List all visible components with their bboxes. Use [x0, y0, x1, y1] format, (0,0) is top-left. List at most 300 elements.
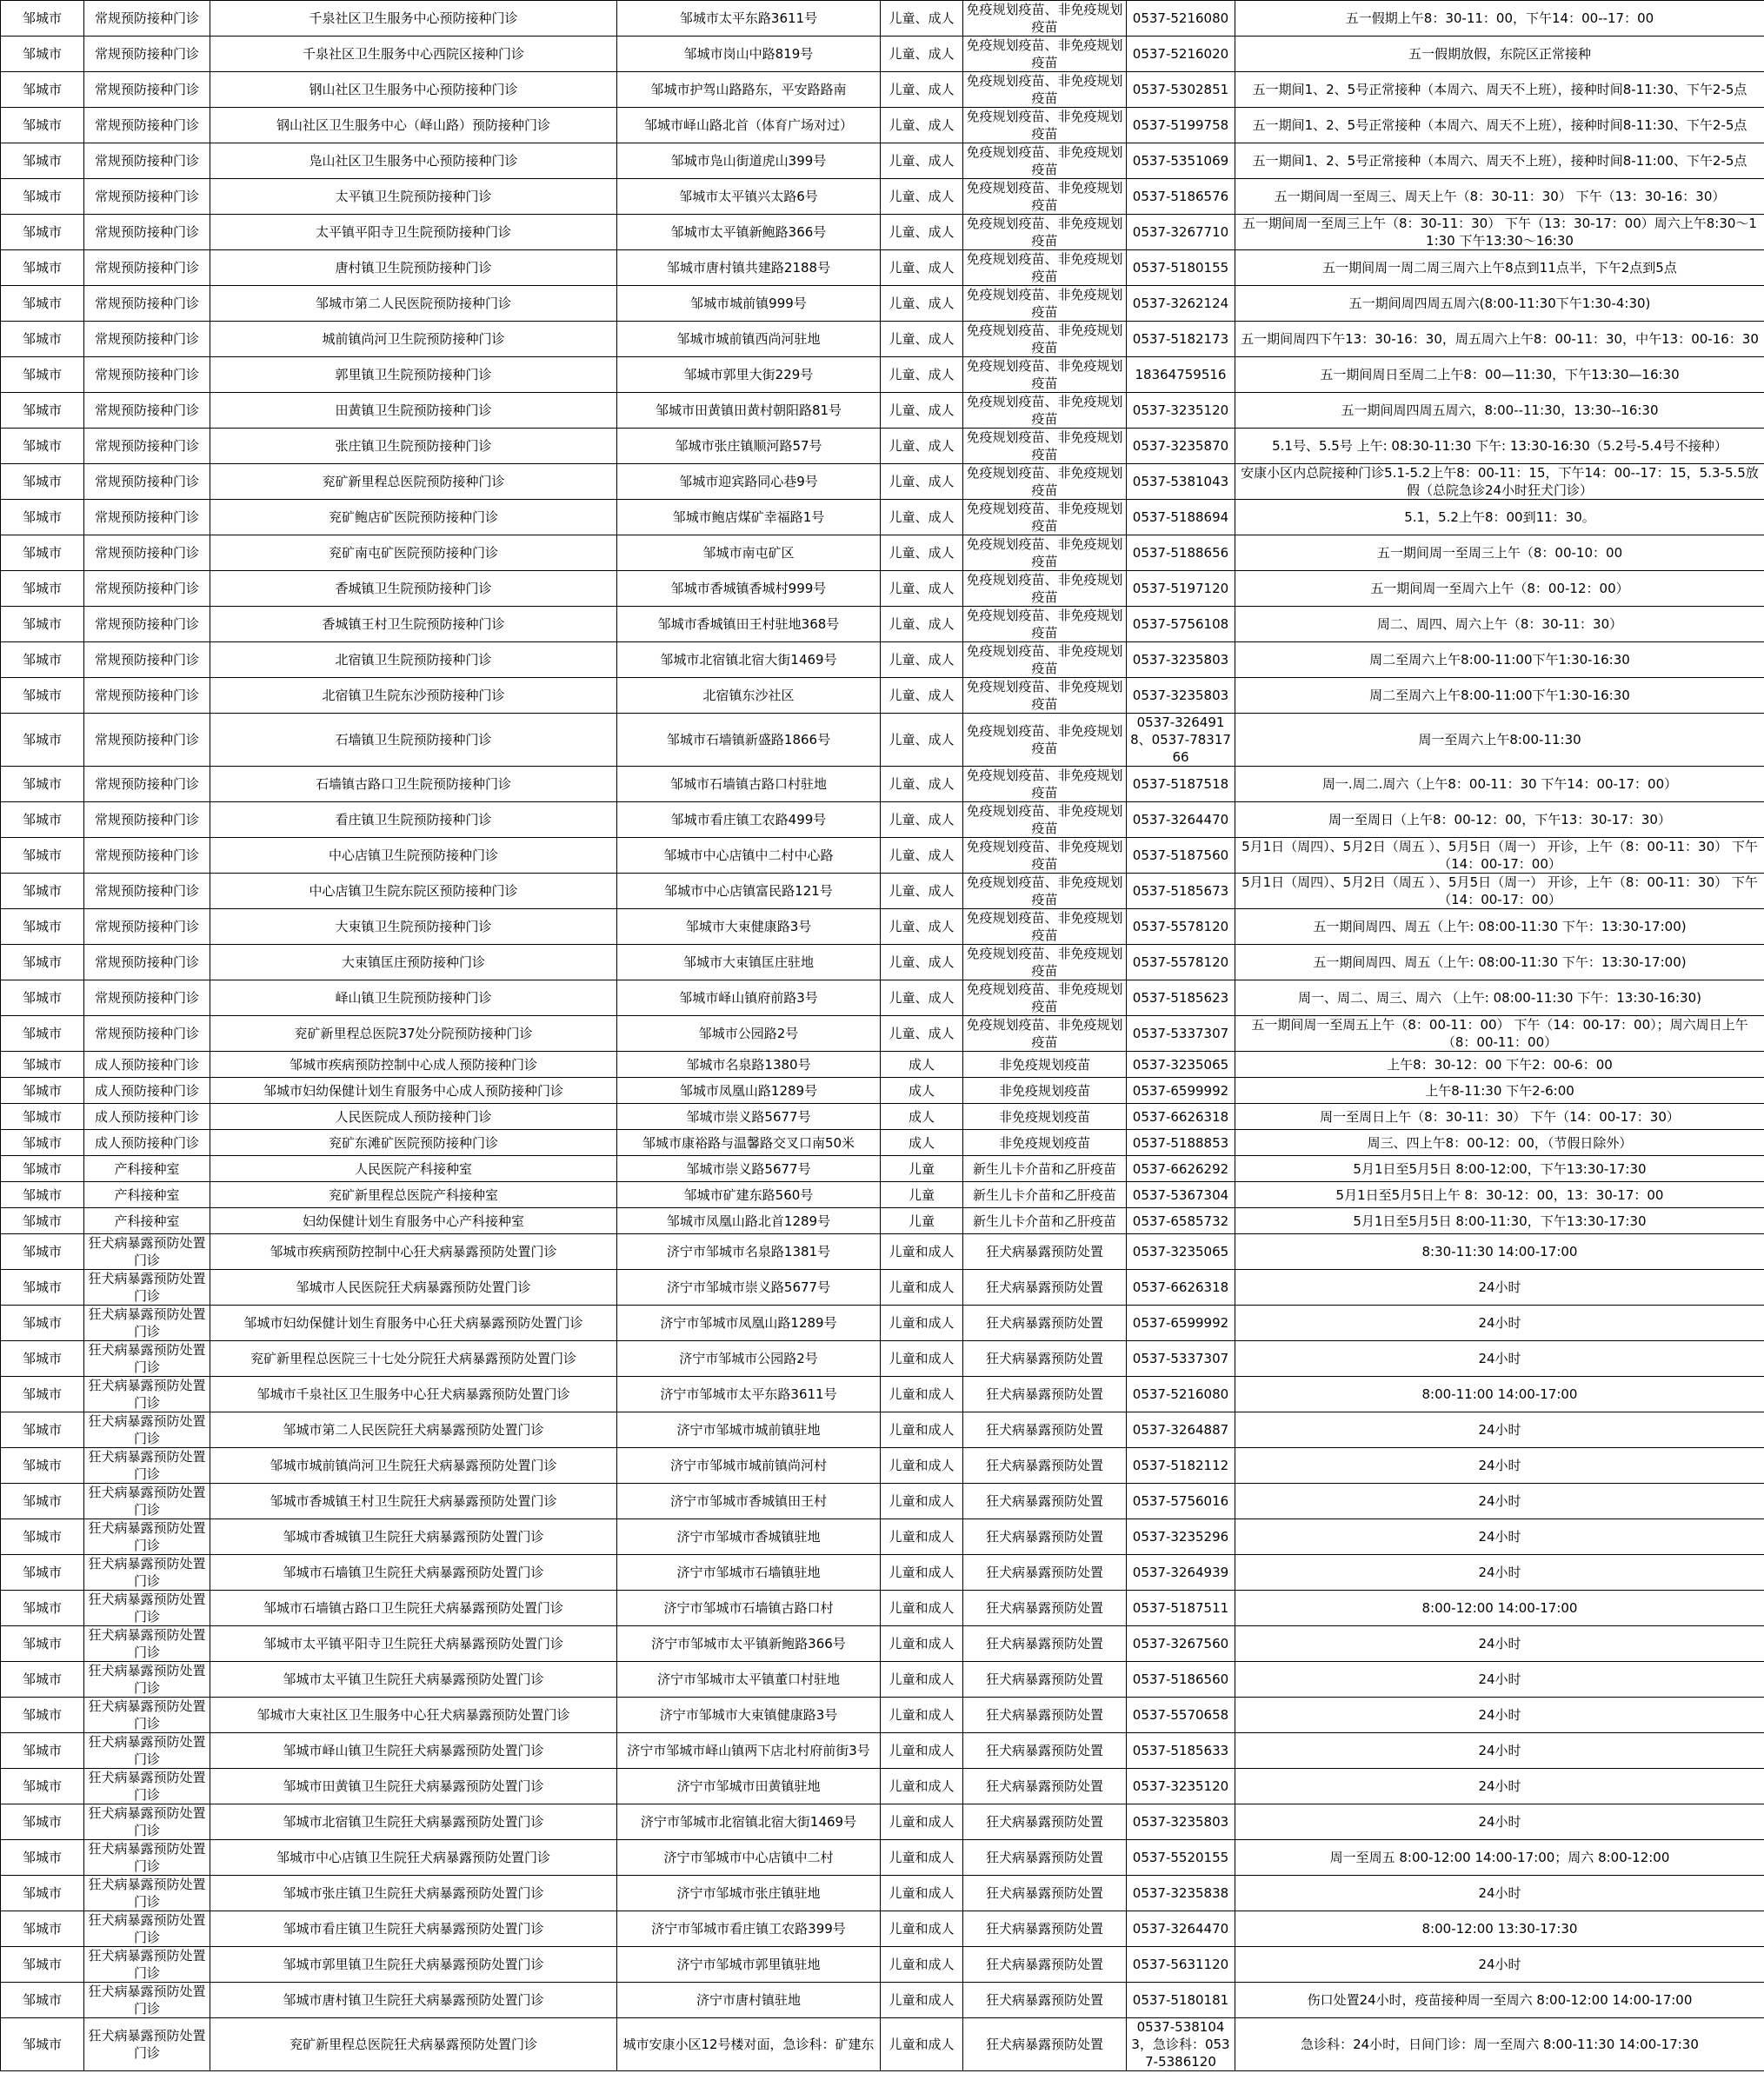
- clinic-type-cell: 成人预防接种门诊: [84, 1104, 210, 1130]
- hours-cell: 五一期间周四周五周六，8:00--11:30，13:30--16:30: [1235, 393, 1764, 429]
- city-cell: 邹城市: [1, 1234, 84, 1270]
- table-row: [1, 714, 1764, 767]
- phone-cell: 0537-3235803: [1127, 1804, 1235, 1840]
- city-cell: 邹城市: [1, 1341, 84, 1377]
- clinic-type-cell: 成人预防接种门诊: [84, 1130, 210, 1156]
- table-row: [1, 500, 1764, 535]
- table-row: [1, 767, 1764, 802]
- clinic-name-cell: 邹城市千泉社区卫生服务中心狂犬病暴露预防处置门诊: [210, 1377, 617, 1412]
- phone-cell: 0537-5199758: [1127, 108, 1235, 143]
- vaccine-type-cell: 免疫规划疫苗、非免疫规划疫苗: [963, 714, 1127, 767]
- target-group-cell: 儿童和成人: [881, 1698, 963, 1733]
- vaccine-type-cell: 免疫规划疫苗、非免疫规划疫苗: [963, 179, 1127, 215]
- table-row: [1, 802, 1764, 838]
- address-cell: 邹城市迎宾路同心巷9号: [617, 464, 881, 500]
- address-cell: 邹城市公园路2号: [617, 1016, 881, 1052]
- table-row: [1, 1448, 1764, 1484]
- target-group-cell: 儿童和成人: [881, 1947, 963, 1983]
- clinic-name-cell: 北宿镇卫生院预防接种门诊: [210, 642, 617, 678]
- vaccine-type-cell: 狂犬病暴露预防处置: [963, 1698, 1127, 1733]
- clinic-name-cell: 邹城市郭里镇卫生院狂犬病暴露预防处置门诊: [210, 1947, 617, 1983]
- clinic-name-cell: 兖矿南屯矿医院预防接种门诊: [210, 535, 617, 571]
- phone-cell: 0537-3264918、0537-7831766: [1127, 714, 1235, 767]
- table-row: [1, 678, 1764, 714]
- vaccine-type-cell: 免疫规划疫苗、非免疫规划疫苗: [963, 1016, 1127, 1052]
- phone-cell: 0537-5197120: [1127, 571, 1235, 607]
- vaccine-type-cell: 免疫规划疫苗、非免疫规划疫苗: [963, 1, 1127, 37]
- vaccine-type-cell: 非免疫规划疫苗: [963, 1104, 1127, 1130]
- city-cell: 邹城市: [1, 250, 84, 286]
- hours-cell: 24小时: [1235, 1804, 1764, 1840]
- clinic-name-cell: 太平镇平阳寺卫生院预防接种门诊: [210, 215, 617, 250]
- table-row: [1, 108, 1764, 143]
- phone-cell: 0537-5185673: [1127, 874, 1235, 909]
- address-cell: 济宁市邹城市石墙镇驻地: [617, 1555, 881, 1591]
- table-row: [1, 1412, 1764, 1448]
- vaccine-type-cell: 免疫规划疫苗、非免疫规划疫苗: [963, 215, 1127, 250]
- address-cell: 济宁市邹城市大束镇健康路3号: [617, 1698, 881, 1733]
- table-row: [1, 1270, 1764, 1306]
- address-cell: 邹城市南屯矿区: [617, 535, 881, 571]
- clinic-type-cell: 狂犬病暴露预防处置门诊: [84, 1876, 210, 1911]
- clinic-type-cell: 狂犬病暴露预防处置门诊: [84, 1341, 210, 1377]
- vaccine-type-cell: 狂犬病暴露预防处置: [963, 1377, 1127, 1412]
- clinic-name-cell: 邹城市看庄镇卫生院狂犬病暴露预防处置门诊: [210, 1911, 617, 1947]
- clinic-type-cell: 狂犬病暴露预防处置门诊: [84, 1698, 210, 1733]
- hours-cell: 五一期间1、2、5号正常接种（本周六、周天不上班），接种时间8-11:30、下午2-5点: [1235, 72, 1764, 108]
- vaccine-type-cell: 新生儿卡介苗和乙肝疫苗: [963, 1182, 1127, 1208]
- table-row: [1, 1591, 1764, 1626]
- hours-cell: 周一至周五 8:00-12:00 14:00-17:00；周六 8:00-12:00: [1235, 1840, 1764, 1876]
- table-row: [1, 1662, 1764, 1698]
- clinic-name-cell: 兖矿东滩矿医院预防接种门诊: [210, 1130, 617, 1156]
- clinic-type-cell: 常规预防接种门诊: [84, 909, 210, 945]
- city-cell: 邹城市: [1, 322, 84, 357]
- target-group-cell: 儿童和成人: [881, 1341, 963, 1377]
- hours-cell: 五一期间周一至周六上午（8：00-12：00）: [1235, 571, 1764, 607]
- table-row: [1, 1911, 1764, 1947]
- address-cell: 邹城市大束健康路3号: [617, 909, 881, 945]
- vaccine-type-cell: 免疫规划疫苗、非免疫规划疫苗: [963, 767, 1127, 802]
- clinic-name-cell: 妇幼保健计划生育服务中心产科接种室: [210, 1208, 617, 1234]
- clinic-name-cell: 邹城市香城镇卫生院狂犬病暴露预防处置门诊: [210, 1519, 617, 1555]
- phone-cell: 0537-5631120: [1127, 1947, 1235, 1983]
- phone-cell: 0537-3264939: [1127, 1555, 1235, 1591]
- hours-cell: 急诊科：24小时，日间门诊：周一至周六 8:00-11:30 14:00-17:30: [1235, 2018, 1764, 2071]
- phone-cell: 0537-5185623: [1127, 980, 1235, 1016]
- phone-cell: 0537-5756016: [1127, 1484, 1235, 1519]
- clinic-type-cell: 狂犬病暴露预防处置门诊: [84, 1412, 210, 1448]
- table-row: [1, 1377, 1764, 1412]
- city-cell: 邹城市: [1, 1555, 84, 1591]
- hours-cell: 周一、周二、周三、周六 （上午: 08:00-11:30 下午：13:30-16:30): [1235, 980, 1764, 1016]
- target-group-cell: 儿童、成人: [881, 322, 963, 357]
- city-cell: 邹城市: [1, 1626, 84, 1662]
- city-cell: 邹城市: [1, 1182, 84, 1208]
- target-group-cell: 儿童和成人: [881, 1840, 963, 1876]
- clinic-name-cell: 城前镇尚河卫生院预防接种门诊: [210, 322, 617, 357]
- city-cell: 邹城市: [1, 767, 84, 802]
- hours-cell: 五一期间周一至周三上午（8：00-10：00: [1235, 535, 1764, 571]
- clinic-name-cell: 中心店镇卫生院预防接种门诊: [210, 838, 617, 874]
- hours-cell: 五一期间1、2、5号正常接种（本周六、周天不上班），接种时间8-11:00、下午2-5点: [1235, 143, 1764, 179]
- address-cell: 济宁市唐村镇驻地: [617, 1983, 881, 2018]
- address-cell: 济宁市邹城市北宿镇北宿大街1469号: [617, 1804, 881, 1840]
- table-row: [1, 1, 1764, 37]
- target-group-cell: 成人: [881, 1052, 963, 1078]
- clinic-name-cell: 石墙镇古路口卫生院预防接种门诊: [210, 767, 617, 802]
- hours-cell: 24小时: [1235, 1733, 1764, 1769]
- clinic-type-cell: 狂犬病暴露预防处置门诊: [84, 2018, 210, 2071]
- table-row: [1, 607, 1764, 642]
- hours-cell: 24小时: [1235, 1412, 1764, 1448]
- city-cell: 邹城市: [1, 1, 84, 37]
- clinic-type-cell: 产科接种室: [84, 1208, 210, 1234]
- hours-cell: 周一至周六上午8:00-11:30: [1235, 714, 1764, 767]
- clinic-name-cell: 邹城市香城镇王村卫生院狂犬病暴露预防处置门诊: [210, 1484, 617, 1519]
- clinic-type-cell: 狂犬病暴露预防处置门诊: [84, 1769, 210, 1804]
- clinic-type-cell: 产科接种室: [84, 1156, 210, 1182]
- city-cell: 邹城市: [1, 215, 84, 250]
- vaccine-type-cell: 狂犬病暴露预防处置: [963, 1555, 1127, 1591]
- phone-cell: 0537-5188656: [1127, 535, 1235, 571]
- city-cell: 邹城市: [1, 1104, 84, 1130]
- table-row: [1, 1804, 1764, 1840]
- table-row: [1, 1234, 1764, 1270]
- address-cell: 济宁市邹城市看庄镇工农路399号: [617, 1911, 881, 1947]
- table-row: [1, 1484, 1764, 1519]
- hours-cell: 24小时: [1235, 1698, 1764, 1733]
- target-group-cell: 儿童、成人: [881, 1016, 963, 1052]
- phone-cell: 18364759516: [1127, 357, 1235, 393]
- city-cell: 邹城市: [1, 678, 84, 714]
- clinic-name-cell: 钢山社区卫生服务中心（峄山路）预防接种门诊: [210, 108, 617, 143]
- target-group-cell: 儿童、成人: [881, 909, 963, 945]
- city-cell: 邹城市: [1, 108, 84, 143]
- table-row: [1, 72, 1764, 108]
- target-group-cell: 儿童和成人: [881, 1804, 963, 1840]
- table-row: [1, 429, 1764, 464]
- hours-cell: 24小时: [1235, 1448, 1764, 1484]
- clinic-name-cell: 邹城市疾病预防控制中心狂犬病暴露预防处置门诊: [210, 1234, 617, 1270]
- clinic-name-cell: 邹城市张庄镇卫生院狂犬病暴露预防处置门诊: [210, 1876, 617, 1911]
- clinic-name-cell: 邹城市石墙镇古路口卫生院狂犬病暴露预防处置门诊: [210, 1591, 617, 1626]
- table-row: [1, 1208, 1764, 1234]
- clinic-type-cell: 狂犬病暴露预防处置门诊: [84, 1484, 210, 1519]
- vaccine-type-cell: 狂犬病暴露预防处置: [963, 1270, 1127, 1306]
- address-cell: 邹城市中心店镇中二村中心路: [617, 838, 881, 874]
- phone-cell: 0537-3235065: [1127, 1234, 1235, 1270]
- hours-cell: 24小时: [1235, 1626, 1764, 1662]
- target-group-cell: 儿童、成人: [881, 1, 963, 37]
- vaccine-type-cell: 狂犬病暴露预防处置: [963, 1341, 1127, 1377]
- vaccine-type-cell: 免疫规划疫苗、非免疫规划疫苗: [963, 108, 1127, 143]
- vaccine-type-cell: 免疫规划疫苗、非免疫规划疫苗: [963, 286, 1127, 322]
- target-group-cell: 儿童: [881, 1156, 963, 1182]
- table-row: [1, 1104, 1764, 1130]
- table-row: [1, 1733, 1764, 1769]
- clinic-name-cell: 人民医院产科接种室: [210, 1156, 617, 1182]
- target-group-cell: 儿童、成人: [881, 357, 963, 393]
- vaccine-type-cell: 免疫规划疫苗、非免疫规划疫苗: [963, 500, 1127, 535]
- city-cell: 邹城市: [1, 1947, 84, 1983]
- target-group-cell: 儿童、成人: [881, 464, 963, 500]
- vaccine-type-cell: 狂犬病暴露预防处置: [963, 1983, 1127, 2018]
- target-group-cell: 儿童、成人: [881, 678, 963, 714]
- clinic-type-cell: 常规预防接种门诊: [84, 250, 210, 286]
- target-group-cell: 儿童和成人: [881, 1306, 963, 1341]
- table-row: [1, 215, 1764, 250]
- vaccine-type-cell: 免疫规划疫苗、非免疫规划疫苗: [963, 874, 1127, 909]
- phone-cell: 0537-5186560: [1127, 1662, 1235, 1698]
- clinic-name-cell: 兖矿鲍店矿医院预防接种门诊: [210, 500, 617, 535]
- city-cell: 邹城市: [1, 1412, 84, 1448]
- city-cell: 邹城市: [1, 535, 84, 571]
- clinic-name-cell: 邹城市大束社区卫生服务中心狂犬病暴露预防处置门诊: [210, 1698, 617, 1733]
- clinic-type-cell: 常规预防接种门诊: [84, 945, 210, 980]
- target-group-cell: 儿童、成人: [881, 571, 963, 607]
- address-cell: 邹城市城前镇999号: [617, 286, 881, 322]
- city-cell: 邹城市: [1, 357, 84, 393]
- clinic-type-cell: 常规预防接种门诊: [84, 642, 210, 678]
- vaccine-type-cell: 免疫规划疫苗、非免疫规划疫苗: [963, 393, 1127, 429]
- address-cell: 邹城市唐村镇共建路2188号: [617, 250, 881, 286]
- city-cell: 邹城市: [1, 179, 84, 215]
- city-cell: 邹城市: [1, 607, 84, 642]
- clinic-name-cell: 钢山社区卫生服务中心预防接种门诊: [210, 72, 617, 108]
- clinic-type-cell: 常规预防接种门诊: [84, 607, 210, 642]
- vaccine-type-cell: 狂犬病暴露预防处置: [963, 1626, 1127, 1662]
- vaccine-type-cell: 狂犬病暴露预防处置: [963, 1484, 1127, 1519]
- city-cell: 邹城市: [1, 1983, 84, 2018]
- table-row: [1, 980, 1764, 1016]
- address-cell: 邹城市看庄镇工农路499号: [617, 802, 881, 838]
- city-cell: 邹城市: [1, 1769, 84, 1804]
- city-cell: 邹城市: [1, 1840, 84, 1876]
- table-row: [1, 1156, 1764, 1182]
- address-cell: 邹城市峄山路北首（体育广场对过）: [617, 108, 881, 143]
- clinic-type-cell: 狂犬病暴露预防处置门诊: [84, 1626, 210, 1662]
- table-row: [1, 357, 1764, 393]
- address-cell: 济宁市邹城市郭里镇驻地: [617, 1947, 881, 1983]
- hours-cell: 24小时: [1235, 1341, 1764, 1377]
- city-cell: 邹城市: [1, 1016, 84, 1052]
- city-cell: 邹城市: [1, 802, 84, 838]
- hours-cell: 上午8：30-12：00 下午2：00-6：00: [1235, 1052, 1764, 1078]
- phone-cell: 0537-5216020: [1127, 37, 1235, 72]
- city-cell: 邹城市: [1, 980, 84, 1016]
- vaccine-type-cell: 免疫规划疫苗、非免疫规划疫苗: [963, 980, 1127, 1016]
- city-cell: 邹城市: [1, 642, 84, 678]
- clinic-name-cell: 看庄镇卫生院预防接种门诊: [210, 802, 617, 838]
- city-cell: 邹城市: [1, 1519, 84, 1555]
- city-cell: 邹城市: [1, 1876, 84, 1911]
- clinic-type-cell: 狂犬病暴露预防处置门诊: [84, 1306, 210, 1341]
- vaccine-type-cell: 狂犬病暴露预防处置: [963, 1234, 1127, 1270]
- vaccine-type-cell: 免疫规划疫苗、非免疫规划疫苗: [963, 535, 1127, 571]
- clinic-type-cell: 常规预防接种门诊: [84, 1, 210, 37]
- vaccine-type-cell: 狂犬病暴露预防处置: [963, 1412, 1127, 1448]
- clinic-name-cell: 兖矿新里程总医院三十七处分院狂犬病暴露预防处置门诊: [210, 1341, 617, 1377]
- hours-cell: 24小时: [1235, 1270, 1764, 1306]
- city-cell: 邹城市: [1, 874, 84, 909]
- target-group-cell: 儿童和成人: [881, 1769, 963, 1804]
- clinic-name-cell: 唐村镇卫生院预防接种门诊: [210, 250, 617, 286]
- vaccine-type-cell: 免疫规划疫苗、非免疫规划疫苗: [963, 607, 1127, 642]
- clinic-type-cell: 常规预防接种门诊: [84, 108, 210, 143]
- table-row: [1, 1016, 1764, 1052]
- hours-cell: 周三、四上午8：00-12：00，（节假日除外）: [1235, 1130, 1764, 1156]
- hours-cell: 五一期间周一至周三上午（8：30-11：30） 下午（13：30-17：00）周六上午8:30～11:30 下午13:30～16:30: [1235, 215, 1764, 250]
- address-cell: 邹城市矿建东路560号: [617, 1182, 881, 1208]
- target-group-cell: 儿童和成人: [881, 1519, 963, 1555]
- hours-cell: 24小时: [1235, 1519, 1764, 1555]
- address-cell: 邹城市张庄镇顺河路57号: [617, 429, 881, 464]
- phone-cell: 0537-6626318: [1127, 1270, 1235, 1306]
- city-cell: 邹城市: [1, 286, 84, 322]
- city-cell: 邹城市: [1, 72, 84, 108]
- clinic-type-cell: 常规预防接种门诊: [84, 215, 210, 250]
- table-row: [1, 535, 1764, 571]
- address-cell: 济宁市邹城市城前镇尚河村: [617, 1448, 881, 1484]
- clinic-type-cell: 狂犬病暴露预防处置门诊: [84, 1733, 210, 1769]
- target-group-cell: 儿童和成人: [881, 2018, 963, 2071]
- phone-cell: 0537-5187560: [1127, 838, 1235, 874]
- vaccine-type-cell: 免疫规划疫苗、非免疫规划疫苗: [963, 909, 1127, 945]
- city-cell: 邹城市: [1, 1052, 84, 1078]
- clinic-name-cell: 邹城市人民医院狂犬病暴露预防处置门诊: [210, 1270, 617, 1306]
- clinic-type-cell: 狂犬病暴露预防处置门诊: [84, 1270, 210, 1306]
- address-cell: 济宁市邹城市张庄镇驻地: [617, 1876, 881, 1911]
- target-group-cell: 儿童和成人: [881, 1412, 963, 1448]
- clinic-type-cell: 常规预防接种门诊: [84, 1016, 210, 1052]
- phone-cell: 0537-5185633: [1127, 1733, 1235, 1769]
- address-cell: 邹城市石墙镇古路口村驻地: [617, 767, 881, 802]
- table-row: [1, 909, 1764, 945]
- hours-cell: 五一期间1、2、5号正常接种（本周六、周天不上班），接种时间8-11:30、下午2-5点: [1235, 108, 1764, 143]
- table-row: [1, 838, 1764, 874]
- hours-cell: 五一期间周日至周二上午8：00—11:30，下午13:30—16:30: [1235, 357, 1764, 393]
- address-cell: 邹城市峄山镇府前路3号: [617, 980, 881, 1016]
- vaccine-type-cell: 新生儿卡介苗和乙肝疫苗: [963, 1156, 1127, 1182]
- city-cell: 邹城市: [1, 1377, 84, 1412]
- phone-cell: 0537-5180155: [1127, 250, 1235, 286]
- table-row: [1, 1626, 1764, 1662]
- target-group-cell: 儿童、成人: [881, 429, 963, 464]
- hours-cell: 24小时: [1235, 1662, 1764, 1698]
- phone-cell: 0537-5578120: [1127, 909, 1235, 945]
- target-group-cell: 儿童、成人: [881, 802, 963, 838]
- address-cell: 济宁市邹城市香城镇田王村: [617, 1484, 881, 1519]
- hours-cell: 8:00-12:00 14:00-17:00: [1235, 1591, 1764, 1626]
- clinic-name-cell: 人民医院成人预防接种门诊: [210, 1104, 617, 1130]
- clinic-type-cell: 狂犬病暴露预防处置门诊: [84, 1840, 210, 1876]
- clinic-name-cell: 邹城市第二人民医院预防接种门诊: [210, 286, 617, 322]
- city-cell: 邹城市: [1, 714, 84, 767]
- clinic-name-cell: 邹城市太平镇卫生院狂犬病暴露预防处置门诊: [210, 1662, 617, 1698]
- phone-cell: 0537-3264470: [1127, 802, 1235, 838]
- target-group-cell: 儿童和成人: [881, 1448, 963, 1484]
- clinic-name-cell: 邹城市城前镇尚河卫生院狂犬病暴露预防处置门诊: [210, 1448, 617, 1484]
- table-row: [1, 1769, 1764, 1804]
- target-group-cell: 儿童和成人: [881, 1484, 963, 1519]
- address-cell: 邹城市护驾山路路东，平安路路南: [617, 72, 881, 108]
- city-cell: 邹城市: [1, 393, 84, 429]
- phone-cell: 0537-6585732: [1127, 1208, 1235, 1234]
- phone-cell: 0537-5216080: [1127, 1, 1235, 37]
- phone-cell: 0537-3235803: [1127, 678, 1235, 714]
- clinic-name-cell: 邹城市北宿镇卫生院狂犬病暴露预防处置门诊: [210, 1804, 617, 1840]
- vaccine-type-cell: 免疫规划疫苗、非免疫规划疫苗: [963, 322, 1127, 357]
- table-row: [1, 1876, 1764, 1911]
- clinic-name-cell: 邹城市妇幼保健计划生育服务中心狂犬病暴露预防处置门诊: [210, 1306, 617, 1341]
- city-cell: 邹城市: [1, 909, 84, 945]
- address-cell: 济宁市邹城市田黄镇驻地: [617, 1769, 881, 1804]
- vaccine-type-cell: 狂犬病暴露预防处置: [963, 1947, 1127, 1983]
- table-row: [1, 250, 1764, 286]
- clinic-type-cell: 狂犬病暴露预防处置门诊: [84, 1947, 210, 1983]
- target-group-cell: 儿童、成人: [881, 945, 963, 980]
- hours-cell: 5月1日至5月5日 8:00-12:00，下午13:30-17:30: [1235, 1156, 1764, 1182]
- clinic-name-cell: 大束镇匡庄预防接种门诊: [210, 945, 617, 980]
- address-cell: 济宁市邹城市峄山镇两下店北村府前街3号: [617, 1733, 881, 1769]
- table-row: [1, 464, 1764, 500]
- clinic-type-cell: 常规预防接种门诊: [84, 143, 210, 179]
- table-row: [1, 1698, 1764, 1733]
- vaccine-type-cell: 免疫规划疫苗、非免疫规划疫苗: [963, 945, 1127, 980]
- table-row: [1, 642, 1764, 678]
- address-cell: 邹城市鲍店煤矿幸福路1号: [617, 500, 881, 535]
- clinic-type-cell: 成人预防接种门诊: [84, 1052, 210, 1078]
- phone-cell: 0537-3235838: [1127, 1876, 1235, 1911]
- clinic-name-cell: 大束镇卫生院预防接种门诊: [210, 909, 617, 945]
- phone-cell: 0537-5302851: [1127, 72, 1235, 108]
- phone-cell: 0537-6626318: [1127, 1104, 1235, 1130]
- hours-cell: 五一期间周四下午13：30-16：30，周五周六上午8：00-11：30，中午13：00-16：30: [1235, 322, 1764, 357]
- target-group-cell: 成人: [881, 1130, 963, 1156]
- target-group-cell: 儿童和成人: [881, 1555, 963, 1591]
- clinic-type-cell: 狂犬病暴露预防处置门诊: [84, 1234, 210, 1270]
- table-row: [1, 1306, 1764, 1341]
- city-cell: 邹城市: [1, 1306, 84, 1341]
- clinic-type-cell: 狂犬病暴露预防处置门诊: [84, 1662, 210, 1698]
- target-group-cell: 儿童: [881, 1182, 963, 1208]
- hours-cell: 5.1，5.2上午8：00到11：30。: [1235, 500, 1764, 535]
- address-cell: 邹城市北宿镇北宿大街1469号: [617, 642, 881, 678]
- vaccine-type-cell: 免疫规划疫苗、非免疫规划疫苗: [963, 838, 1127, 874]
- phone-cell: 0537-6599992: [1127, 1078, 1235, 1104]
- table-row: [1, 1555, 1764, 1591]
- target-group-cell: 儿童、成人: [881, 250, 963, 286]
- vaccine-type-cell: 免疫规划疫苗、非免疫规划疫苗: [963, 72, 1127, 108]
- clinic-type-cell: 狂犬病暴露预防处置门诊: [84, 1377, 210, 1412]
- hours-cell: 5月1日至5月5日上午 8：30-12：00，13：30-17：00: [1235, 1182, 1764, 1208]
- target-group-cell: 儿童、成人: [881, 286, 963, 322]
- target-group-cell: 儿童、成人: [881, 767, 963, 802]
- address-cell: 城市安康小区12号楼对面，急诊科：矿建东: [617, 2018, 881, 2071]
- address-cell: 邹城市太平镇新鲍路366号: [617, 215, 881, 250]
- target-group-cell: 儿童和成人: [881, 1234, 963, 1270]
- clinic-type-cell: 狂犬病暴露预防处置门诊: [84, 1911, 210, 1947]
- address-cell: 北宿镇东沙社区: [617, 678, 881, 714]
- phone-cell: 0537-5187511: [1127, 1591, 1235, 1626]
- hours-cell: 24小时: [1235, 1947, 1764, 1983]
- address-cell: 邹城市崇义路5677号: [617, 1156, 881, 1182]
- target-group-cell: 儿童、成人: [881, 642, 963, 678]
- phone-cell: 0537-5381043: [1127, 464, 1235, 500]
- table-row: [1, 286, 1764, 322]
- city-cell: 邹城市: [1, 1078, 84, 1104]
